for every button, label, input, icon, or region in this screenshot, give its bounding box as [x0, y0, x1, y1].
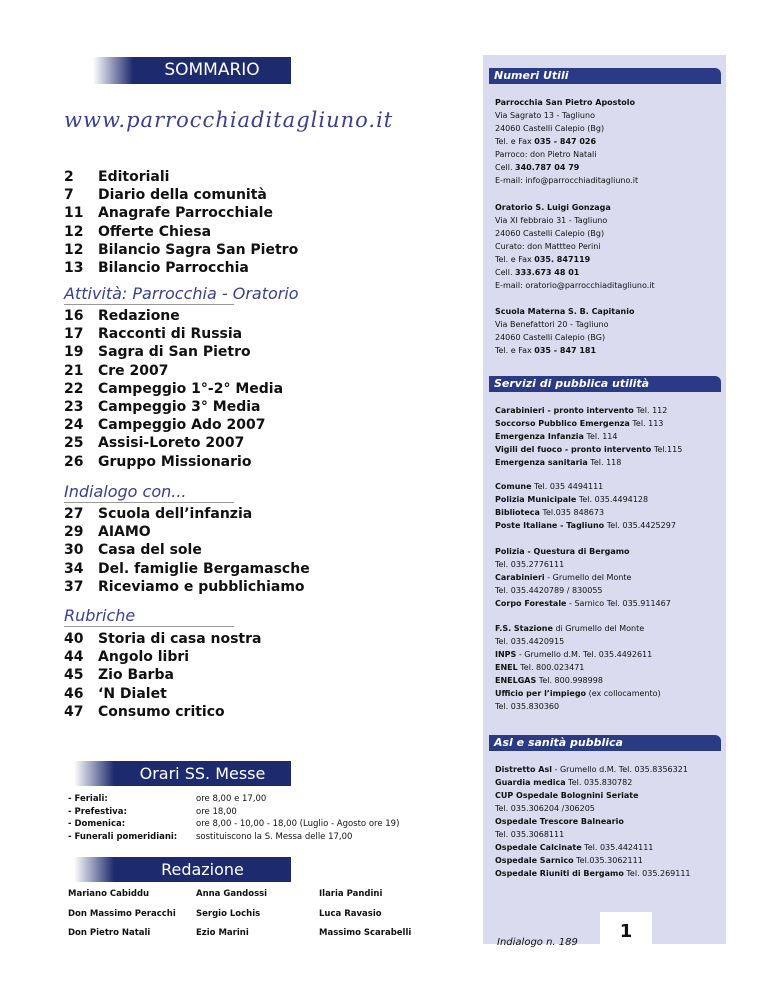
- contact-detail: Tel. 035 4494111: [531, 482, 604, 491]
- contact-line: [495, 841, 720, 854]
- section-title-indialogo: Indialogo con...: [64, 482, 187, 501]
- toc-row[interactable]: [64, 541, 310, 559]
- redazione-row: [68, 928, 442, 948]
- contact-line: [495, 802, 720, 815]
- contact-name: Ospedale Riuniti di Bergamo: [495, 869, 624, 878]
- toc-row[interactable]: [64, 434, 283, 452]
- toc-row[interactable]: [64, 343, 283, 361]
- toc-row[interactable]: [64, 523, 310, 541]
- contact-detail: Tel. 035.4425297: [604, 521, 676, 530]
- contact-name: Vigili del fuoco - pronto intervento: [495, 445, 652, 454]
- contact-detail: - Grumello del Monte: [544, 573, 632, 582]
- contact-name: Soccorso Pubblico Emergenza: [495, 419, 630, 428]
- contact-detail: Tel. 035.4424111: [581, 843, 654, 852]
- toc-title: Angolo libri: [98, 649, 190, 666]
- contact-detail: Tel. 035.306204 /306205: [495, 804, 595, 813]
- contact-line: [495, 456, 720, 469]
- servizi-group-3: [495, 545, 720, 610]
- redazione-heading: Redazione: [114, 857, 291, 882]
- toc-row[interactable]: [64, 578, 310, 596]
- toc-indialogo: [64, 505, 310, 596]
- toc-title: AIAMO: [98, 524, 151, 541]
- divider: [64, 304, 234, 305]
- toc-row[interactable]: [64, 223, 298, 241]
- toc-row[interactable]: [64, 703, 261, 721]
- toc-row[interactable]: [64, 416, 283, 434]
- contact-line: [495, 635, 720, 648]
- toc-title: Redazione: [98, 308, 180, 324]
- contact-line: [495, 430, 720, 443]
- contact-name: Ospedale Calcinate: [495, 843, 582, 852]
- redazione-member: Massimo Scarabelli: [319, 928, 412, 938]
- contact-line: [495, 700, 720, 713]
- divider: [64, 502, 234, 503]
- orari-value: ore 18,00: [196, 806, 237, 817]
- toc-page-number: 23: [64, 399, 84, 416]
- redazione-row: [68, 909, 442, 929]
- section-title-rubriche: Rubriche: [64, 606, 136, 625]
- redazione-member: Mariano Cabiddu: [68, 889, 150, 899]
- orari-value: sostituiscono la S. Messa delle 17,00: [196, 831, 353, 842]
- contact-line: [495, 404, 720, 417]
- contact-name: INPS: [495, 650, 517, 659]
- contact-name: Ufficio per l’impiego: [495, 689, 587, 698]
- contact-name: Ospedale Sarnico: [495, 856, 574, 865]
- email-link[interactable]: E-mail: oratorio@parrocchiaditagliuno.it: [495, 281, 655, 290]
- toc-title: Offerte Chiesa: [98, 223, 212, 240]
- contact-line: [495, 558, 720, 571]
- toc-title: Racconti di Russia: [98, 326, 243, 343]
- toc-row[interactable]: [64, 362, 283, 380]
- toc-title: Consumo critico: [98, 703, 225, 720]
- orari-label: - Domenica:: [68, 819, 126, 829]
- toc-title: Sagra di San Pietro: [98, 344, 251, 361]
- contact-detail: Tel. 800.998998: [536, 676, 603, 685]
- toc-row[interactable]: [64, 398, 283, 416]
- page-number: 1: [600, 912, 652, 960]
- toc-title: Bilancio Sagra San Pietro: [98, 241, 299, 258]
- toc-page-number: 47: [64, 703, 84, 720]
- email-link[interactable]: E-mail: info@parrocchiaditagliuno.it: [495, 176, 639, 185]
- contact-name: Emergenza sanitaria: [495, 458, 588, 467]
- issue-label: Indialogo n. 189: [497, 937, 578, 948]
- contact-line: [495, 506, 720, 519]
- contact-name: Biblioteca: [495, 508, 540, 517]
- orari-row: [68, 806, 399, 819]
- contact-detail: Tel. 114: [583, 432, 618, 441]
- contact-line: [495, 443, 720, 456]
- contact-line: [495, 815, 720, 828]
- toc-page-number: 17: [64, 326, 84, 343]
- toc-title: ‘N Dialet: [98, 685, 167, 702]
- orari-label: - Feriali:: [68, 794, 108, 804]
- contact-line: [495, 493, 720, 506]
- toc-row[interactable]: [64, 505, 310, 523]
- toc-row[interactable]: [64, 630, 261, 648]
- contact-detail: Tel. 113: [629, 419, 664, 428]
- toc-page-number: 44: [64, 649, 84, 666]
- contact-detail: Tel. 035.2776111: [495, 560, 565, 569]
- orari-table: [68, 793, 399, 843]
- contact-line: [495, 648, 720, 661]
- toc-title: Cre 2007: [98, 362, 169, 379]
- toc-page-number: 12: [64, 223, 84, 240]
- contact-line: [495, 480, 720, 493]
- toc-title: Assisi-Loreto 2007: [98, 435, 245, 452]
- contact-detail: Tel.115: [651, 445, 683, 454]
- toc-page-number: 7: [64, 187, 74, 204]
- toc-title: Scuola dell’infanzia: [98, 506, 253, 522]
- divider: [64, 626, 234, 627]
- toc-page-number: 26: [64, 453, 84, 470]
- toc-page-number: 30: [64, 542, 84, 559]
- toc-title: Bilancio Parrocchia: [98, 260, 249, 277]
- section-title-attivita: Attività: Parrocchia - Oratorio: [64, 284, 299, 303]
- contact-line: [495, 584, 720, 597]
- contact-name: Emergenza Infanzia: [495, 432, 584, 441]
- orari-label: - Funerali pomeridiani:: [68, 831, 178, 842]
- orari-value: ore 8,00 e 17,00: [196, 794, 267, 804]
- contact-line: [495, 622, 720, 635]
- toc-row[interactable]: [64, 186, 298, 204]
- toc-page-number: 16: [64, 308, 84, 324]
- toc-row[interactable]: [64, 307, 283, 325]
- contact-name: ENEL: [495, 663, 518, 672]
- servizi-group-1: [495, 404, 720, 469]
- toc-page-number: 19: [64, 344, 84, 361]
- redazione-member: Don Massimo Peracchi: [68, 908, 176, 919]
- contact-detail: - Grumello d.M. Tel. 035.4492611: [516, 650, 653, 659]
- toc-title: Diario della comunità: [98, 187, 267, 204]
- toc-title: Anagrafe Parrocchiale: [98, 205, 273, 222]
- redazione-member: Sergio Lochis: [196, 908, 261, 919]
- contact-name: Carabinieri - pronto intervento: [495, 406, 634, 415]
- contact-line: [495, 571, 720, 584]
- contact-detail: Tel. 035.4420915: [495, 637, 565, 646]
- contact-name: Polizia Municipale: [495, 495, 577, 504]
- toc-title: Campeggio Ado 2007: [98, 417, 266, 434]
- contact-line: [495, 789, 720, 802]
- contact-detail: (ex collocamento): [586, 689, 661, 698]
- contact-line: [495, 687, 720, 700]
- toc-row[interactable]: [64, 380, 283, 398]
- servizi-group-4: [495, 622, 720, 713]
- redazione-member: Ilaria Pandini: [319, 889, 383, 899]
- contact-line: [495, 854, 720, 867]
- toc-page-number: 27: [64, 506, 84, 522]
- asl-list: [495, 763, 720, 880]
- toc-page-number: 21: [64, 362, 84, 379]
- orari-label: - Prefestiva:: [68, 806, 127, 817]
- toc-page-number: 37: [64, 578, 84, 595]
- contact-name: ENELGAS: [495, 676, 537, 685]
- toc-row[interactable]: [64, 204, 298, 222]
- orari-row: [68, 831, 399, 844]
- contact-name: CUP Ospedale Bolognini Seriate: [495, 791, 639, 800]
- contact-detail: - Grumello d.M. Tel. 035.8356321: [551, 765, 688, 774]
- contact-line: [495, 597, 720, 610]
- asl-heading: Asl e sanità pubblica: [489, 735, 721, 751]
- contact-detail: Tel. 035.3068111: [495, 830, 565, 839]
- contact-name: Distretto Asl: [495, 765, 552, 774]
- toc-row[interactable]: [64, 453, 283, 471]
- contact-detail: Tel. 800.023471: [517, 663, 585, 672]
- toc-row[interactable]: [64, 666, 261, 684]
- sommario-heading: SOMMARIO: [133, 57, 291, 84]
- toc-rubriche: [64, 630, 261, 721]
- redazione-member: Don Pietro Natali: [68, 928, 151, 938]
- oratorio-contact: Oratorio S. Luigi Gonzaga Via XI febbraio 31 - Tagliuno 24060 Castelli Calepio (Bg) Curato: don Mattteo Perini Tel. e Fax 035. 847119 Cell. 333.673 48 01 E-mail: oratorio@parrocchiaditagliuno.it: [495, 203, 655, 290]
- toc-page-number: 29: [64, 524, 84, 541]
- toc-row[interactable]: [64, 168, 298, 186]
- toc-row[interactable]: [64, 325, 283, 343]
- contact-line: [495, 828, 720, 841]
- toc-page-number: 24: [64, 417, 84, 434]
- toc-page-number: 45: [64, 667, 84, 684]
- contact-name: F.S. Stazione: [495, 624, 553, 633]
- redazione-row: [68, 889, 442, 909]
- toc-title: Zio Barba: [98, 667, 174, 684]
- redazione-member: Luca Ravasio: [319, 908, 382, 919]
- orari-row: [68, 818, 399, 831]
- numeri-utili-heading: Numeri Utili: [489, 68, 721, 84]
- contact-detail: Tel.035.3062111: [573, 856, 643, 865]
- contact-detail: Tel. 118: [587, 458, 622, 467]
- contact-detail: - Sarnico Tel. 035.911467: [566, 599, 671, 608]
- contact-detail: Tel. 035.4494128: [576, 495, 649, 504]
- scuola-contact: Scuola Materna S. B. Capitanio Via Benefattori 20 - Tagliuno 24060 Castelli Calepio (BG) Tel. e Fax 035 - 847 181: [495, 307, 635, 355]
- contact-name: Ospedale Trescore Balneario: [495, 817, 624, 826]
- toc-attivita: [64, 307, 283, 471]
- toc-page-number: 25: [64, 435, 84, 452]
- contact-name: Guardia medica: [495, 778, 566, 787]
- toc-page-number: 46: [64, 685, 84, 702]
- contact-name: Polizia - Questura di Bergamo: [495, 547, 630, 556]
- toc-row[interactable]: [64, 241, 298, 259]
- contact-detail: Tel. 035.830782: [565, 778, 633, 787]
- toc-page-number: 12: [64, 241, 84, 258]
- toc-page-number: 34: [64, 560, 84, 577]
- contact-line: [495, 674, 720, 687]
- toc-title: Gruppo Missionario: [98, 453, 252, 470]
- redazione-grid: [68, 889, 442, 948]
- toc-page-number: 13: [64, 260, 84, 277]
- contact-detail: Tel.035 848673: [539, 508, 605, 517]
- contact-detail: Tel. 035.830360: [495, 702, 560, 711]
- contact-detail: Tel. 112: [633, 406, 668, 415]
- toc-page-number: 22: [64, 380, 84, 397]
- toc-main: [64, 168, 298, 277]
- toc-page-number: 2: [64, 169, 74, 185]
- redazione-member: Ezio Marini: [196, 928, 249, 938]
- contact-line: [495, 545, 720, 558]
- toc-title: Del. famiglie Bergamasche: [98, 560, 310, 577]
- contact-line: [495, 776, 720, 789]
- contact-line: [495, 763, 720, 776]
- contact-line: [495, 417, 720, 430]
- contact-detail: di Grumello del Monte: [552, 624, 645, 633]
- toc-title: Editoriali: [98, 169, 170, 185]
- toc-row[interactable]: [64, 648, 261, 666]
- toc-row[interactable]: [64, 685, 261, 703]
- toc-title: Riceviamo e pubblichiamo: [98, 578, 305, 595]
- toc-title: Campeggio 3° Media: [98, 399, 261, 416]
- toc-row[interactable]: [64, 560, 310, 578]
- website-link[interactable]: www.parrocchiaditagliuno.it: [64, 108, 394, 132]
- servizi-group-2: [495, 480, 720, 532]
- orari-row: [68, 793, 399, 806]
- toc-title: Campeggio 1°-2° Media: [98, 380, 284, 397]
- parrocchia-contact: Parrocchia San Pietro Apostolo Via Sagrato 13 - Tagliuno 24060 Castelli Calepio (Bg) Tel. e Fax 035 - 847 026 Parroco: don Pietro Natali Cell. 340.787 04 79 E-mail: info@parrocchiaditagliuno.it: [495, 98, 639, 185]
- contact-name: Poste Italiane - Tagliuno: [495, 521, 605, 530]
- orari-heading: Orari SS. Messe: [114, 761, 291, 786]
- contact-line: [495, 867, 720, 880]
- redazione-member: Anna Gandossi: [196, 889, 268, 899]
- toc-page-number: 40: [64, 631, 84, 647]
- orari-value: ore 8,00 - 10,00 - 18,00 (Luglio - Agosto ore 19): [196, 819, 400, 829]
- toc-page-number: 11: [64, 205, 84, 222]
- contact-line: [495, 661, 720, 674]
- contact-detail: Tel. 035.269111: [623, 869, 691, 878]
- toc-title: Storia di casa nostra: [98, 631, 262, 647]
- toc-title: Casa del sole: [98, 542, 202, 559]
- contact-line: [495, 519, 720, 532]
- contact-name: Corpo Forestale: [495, 599, 567, 608]
- contact-name: Comune: [495, 482, 532, 491]
- contact-detail: Tel. 035.4420789 / 830055: [495, 586, 603, 595]
- toc-row[interactable]: [64, 259, 298, 277]
- servizi-heading: Servizi di pubblica utilità: [489, 376, 721, 392]
- contact-name: Carabinieri: [495, 573, 545, 582]
